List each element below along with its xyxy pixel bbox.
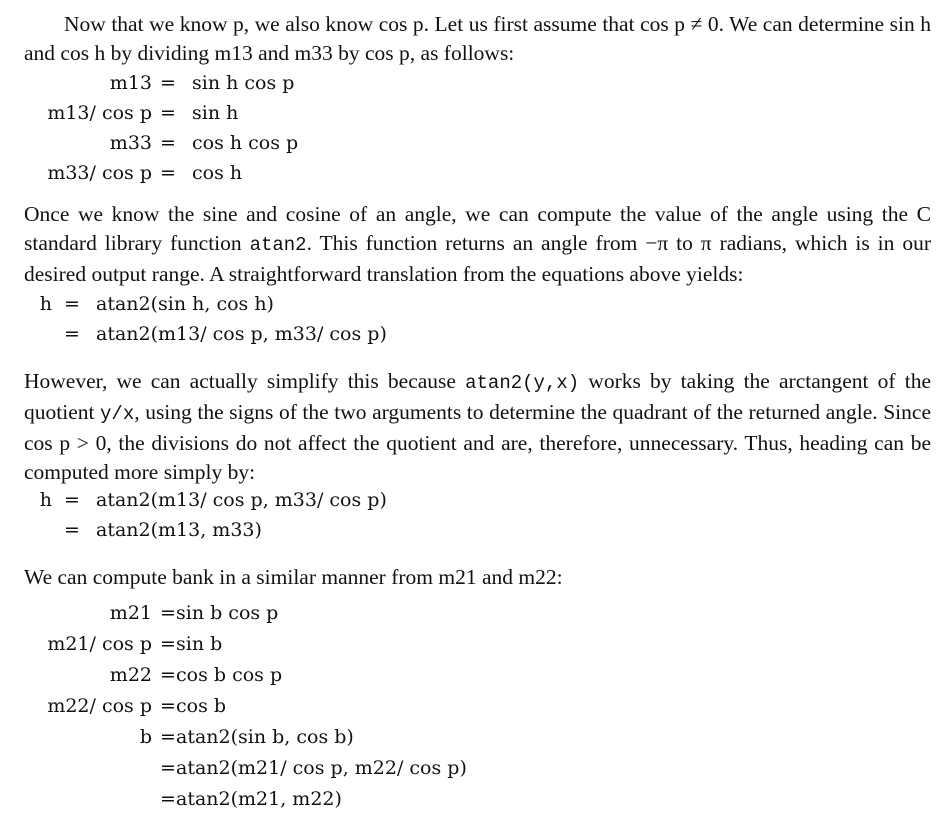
code-y-over-x: y/x	[100, 403, 135, 425]
paragraph-3-text-rest: , using the signs of the two arguments to determine the quadrant of the returned angle. Since cos p > 0, the divisions do not affect the quotient and are, therefore, unnecessary. Thus, heading can be computed more simply by:	[24, 400, 931, 484]
equation-rhs: atan2(m13/ cos p, m33/ cos p)	[96, 489, 387, 511]
equation-row	[24, 289, 931, 319]
paragraph-2	[24, 200, 931, 287]
code-atan2: atan2	[249, 234, 307, 256]
equation-block-3	[24, 485, 931, 549]
equals-sign: =	[160, 162, 176, 184]
equation-rhs: cos h cos p	[192, 132, 299, 154]
equation-row	[24, 753, 931, 784]
equation-row	[24, 485, 931, 515]
equals-sign: =	[160, 633, 176, 655]
equals-sign: =	[160, 788, 176, 810]
paragraph-2-text-rest: . This function returns an angle from −π to π radians, which is in our desired output range. A straightforward translation from the equations above yields:	[24, 231, 931, 286]
equation-lhs: m33/ cos p	[47, 162, 152, 184]
paragraph-3	[24, 367, 931, 483]
equals-sign: =	[160, 602, 176, 624]
equation-row	[24, 128, 931, 158]
equation-row	[24, 98, 931, 128]
paragraph-1	[24, 10, 931, 68]
equation-row	[24, 629, 931, 660]
equation-rhs: atan2(m21/ cos p, m22/ cos p)	[176, 757, 467, 779]
equation-lhs: m21	[109, 602, 152, 624]
equals-sign: =	[160, 102, 176, 124]
equation-rhs: cos b cos p	[176, 664, 283, 686]
paragraph-4-text: We can compute bank in a similar manner from m21 and m22:	[24, 565, 563, 589]
equation-lhs: m22/ cos p	[47, 695, 152, 717]
equals-sign: =	[64, 519, 80, 541]
page-content	[24, 10, 931, 814]
equation-rhs: sin b cos p	[176, 602, 279, 624]
equation-row	[24, 158, 931, 188]
equation-row	[24, 784, 931, 815]
paragraph-1-text: Now that we know p, we also know cos p. Let us first assume that cos p ≠ 0. We can determine sin h and cos h by dividing m13 and m33 by cos p, as follows:	[24, 12, 931, 65]
equation-row	[24, 68, 931, 98]
equation-rhs: atan2(sin h, cos h)	[96, 293, 274, 315]
equation-row	[24, 660, 931, 691]
equation-lhs: m13	[109, 72, 152, 94]
equals-sign: =	[160, 726, 176, 748]
equals-sign: =	[64, 489, 80, 511]
paragraph-3-text-mid: works by taking the arctangent of the quotient	[24, 369, 931, 424]
equation-rhs: sin b	[176, 633, 223, 655]
equation-lhs: m21/ cos p	[47, 633, 152, 655]
paragraph-3-text: However, we can actually simplify this because	[24, 369, 466, 393]
equation-row	[24, 691, 931, 722]
equals-sign: =	[160, 695, 176, 717]
equation-rhs: atan2(m13, m33)	[96, 519, 262, 541]
equation-row	[24, 515, 931, 545]
equation-rhs: sin h	[192, 102, 239, 124]
equals-sign: =	[64, 293, 80, 315]
equation-lhs: m13/ cos p	[47, 102, 152, 124]
paragraph-2-text: Once we know the sine and cosine of an angle, we can compute the value of the angle using the C standard library function	[24, 202, 931, 255]
code-atan2-yx: atan2(y,x)	[465, 372, 580, 394]
equation-lhs: b	[139, 726, 152, 748]
equation-row	[24, 598, 931, 629]
equation-lhs: m33	[109, 132, 152, 154]
equation-rhs: cos h	[192, 162, 243, 184]
equation-rhs: cos b	[176, 695, 227, 717]
equation-lhs: h	[39, 489, 52, 511]
equation-lhs: h	[39, 293, 52, 315]
equals-sign: =	[160, 72, 176, 94]
equals-sign: =	[160, 664, 176, 686]
equals-sign: =	[160, 757, 176, 779]
equation-rhs: atan2(sin b, cos b)	[176, 726, 354, 748]
equation-row	[24, 722, 931, 753]
equation-rhs: atan2(m13/ cos p, m33/ cos p)	[96, 323, 387, 345]
equation-rhs: atan2(m21, m22)	[176, 788, 342, 810]
equals-sign: =	[160, 132, 176, 154]
equation-block-4	[24, 598, 931, 814]
equation-rhs: sin h cos p	[192, 72, 295, 94]
equation-block-2	[24, 289, 931, 353]
equation-row	[24, 319, 931, 349]
equation-block-1	[24, 68, 931, 188]
equation-lhs: m22	[109, 664, 152, 686]
equals-sign: =	[64, 323, 80, 345]
paragraph-4	[24, 563, 931, 592]
